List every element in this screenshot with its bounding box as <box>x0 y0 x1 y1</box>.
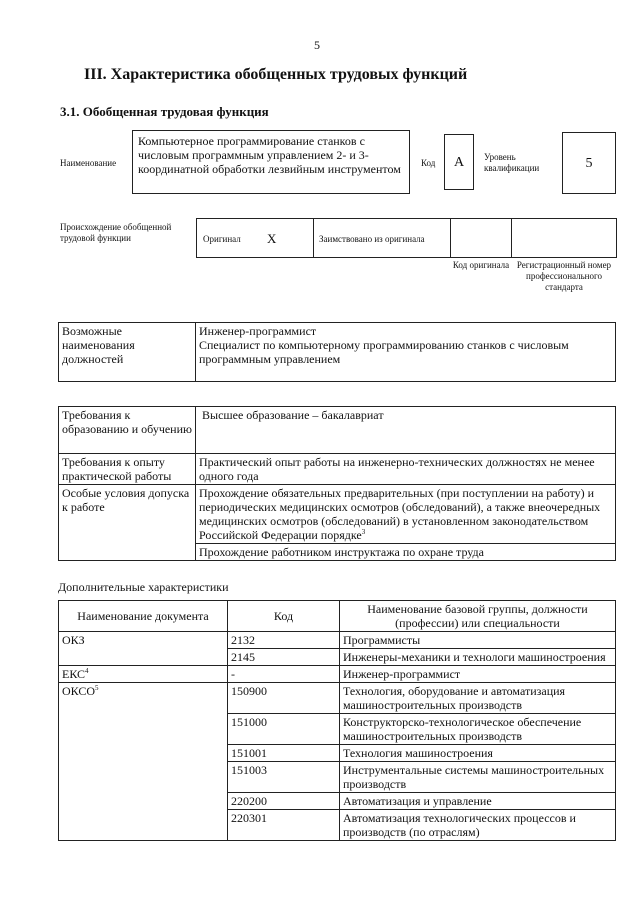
footnote-5: 5 <box>95 684 99 692</box>
special-conditions-label: Особые условия допуска к работе <box>59 485 196 561</box>
positions-row <box>59 323 616 382</box>
name-cell: Инженеры-механики и технологи машиностроения <box>340 649 616 666</box>
code-cell: 151001 <box>228 745 340 762</box>
code-cell: 151003 <box>228 762 340 793</box>
code-cell: 2132 <box>228 632 340 649</box>
experience-label: Требования к опыту практической работы <box>59 454 196 485</box>
code-cell: 220301 <box>228 810 340 841</box>
footnote-4: 4 <box>85 667 89 675</box>
code-cell: 151000 <box>228 714 340 745</box>
function-name-box <box>132 130 410 194</box>
footnote-3: 3 <box>361 528 366 536</box>
special-conditions-value-1: Прохождение обязательных предварительных (при поступлении на работу) и периодических медицинских осмотров (обследований), а также внеочередных медицинских осмотров (обследований) в установленном законодательством Российской Федерации порядке$^3$ <box>196 485 616 544</box>
reg-number-caption: Регистрационный номер профессионального стандарта <box>516 260 612 292</box>
education-value: Высшее образование – бакалавриат <box>196 407 616 454</box>
okso-label: ОКСО$^5$ <box>59 683 228 841</box>
header-name: Наименование базовой группы, должности (профессии) или специальности <box>340 601 616 632</box>
code-cell: 150900 <box>228 683 340 714</box>
positions-value <box>196 323 616 382</box>
original-cell <box>196 218 314 258</box>
level-label: Уровень квалификации <box>484 152 540 173</box>
okz-label: ОКЗ <box>59 632 228 666</box>
code-cell: 2145 <box>228 649 340 666</box>
name-cell: Инструментальные системы машиностроительных производств <box>340 762 616 793</box>
special-conditions-row-1 <box>59 485 616 544</box>
function-subheading: 3.1. Обобщенная трудовая функция <box>60 104 269 119</box>
name-cell: Технология машиностроения <box>340 745 616 762</box>
name-cell: Автоматизация и управление <box>340 793 616 810</box>
function-code-value: A <box>453 155 465 170</box>
requirements-table <box>58 406 616 561</box>
positions-label: Возможные наименования должностей <box>59 323 196 382</box>
table-row <box>59 666 616 683</box>
name-cell: Программисты <box>340 632 616 649</box>
education-label: Требования к образованию и обучению <box>59 407 196 454</box>
original-mark: X <box>267 231 277 246</box>
level-box <box>562 132 616 194</box>
position-2: Специалист по компьютерному программированию станков с числовым программным управлением <box>199 338 569 366</box>
original-code-cell <box>450 218 512 258</box>
original-label: Оригинал <box>203 234 241 244</box>
table-row <box>59 632 616 649</box>
header-doc: Наименование документа <box>59 601 228 632</box>
position-1: Инженер-программист <box>199 324 317 338</box>
level-value: 5 <box>585 156 593 171</box>
code-cell: 220200 <box>228 793 340 810</box>
additional-table <box>58 600 616 841</box>
name-cell: Инженер-программист <box>340 666 616 683</box>
experience-row <box>59 454 616 485</box>
table-row <box>59 683 616 714</box>
origin-label: Происхождение обобщенной трудовой функции <box>60 222 172 243</box>
eks-label: ЕКС$^4$ <box>59 666 228 683</box>
header-code: Код <box>228 601 340 632</box>
function-code-box <box>444 134 474 190</box>
name-cell: Конструкторско-технологическое обеспечение машиностроительных производств <box>340 714 616 745</box>
code-label: Код <box>421 158 436 168</box>
name-label: Наименование <box>60 158 117 168</box>
name-cell: Автоматизация технологических процессов и производств (по отраслям) <box>340 810 616 841</box>
additional-header-row <box>59 601 616 632</box>
education-row <box>59 407 616 454</box>
page-number: 5 <box>314 38 320 52</box>
original-code-caption: Код оригинала <box>452 260 510 270</box>
positions-table <box>58 322 616 382</box>
reg-number-cell <box>511 218 617 258</box>
name-cell: Технология, оборудование и автоматизация машиностроительных производств <box>340 683 616 714</box>
special-conditions-value-2: Прохождение работником инструктажа по охране труда <box>196 544 616 561</box>
function-name-value: Компьютерное программирование станков с числовым программным управлением 2- и 3-координатной обработки лезвийным инструментом <box>138 134 401 176</box>
section-heading: III. Характеристика обобщенных трудовых функций <box>84 66 468 83</box>
additional-title: Дополнительные характеристики <box>58 580 229 594</box>
borrowed-cell <box>313 218 451 258</box>
borrowed-label: Заимствовано из оригинала <box>319 234 425 244</box>
experience-value: Практический опыт работы на инженерно-технических должностях не менее одного года <box>196 454 616 485</box>
code-cell: - <box>228 666 340 683</box>
